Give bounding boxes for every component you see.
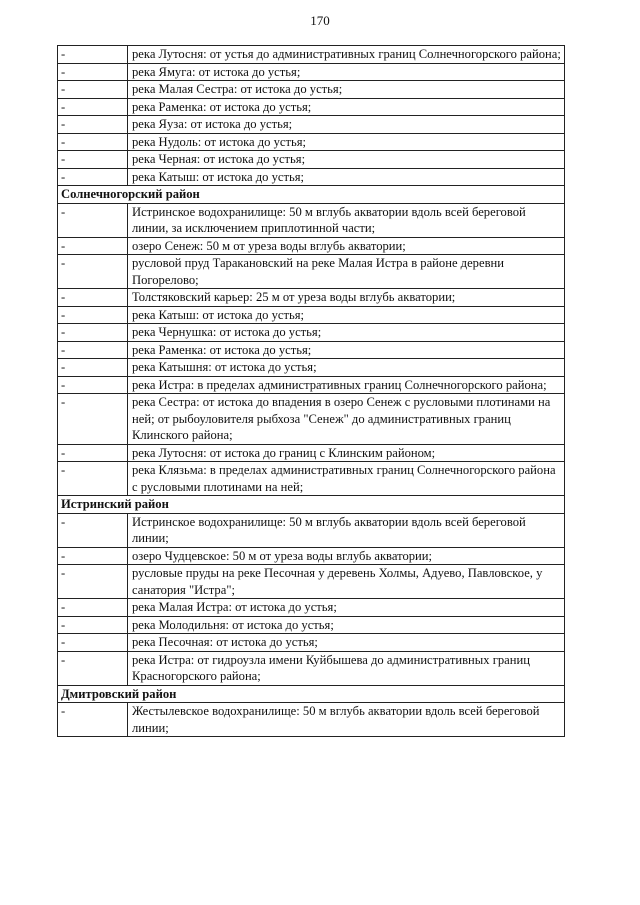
section-title: Солнечногорский район xyxy=(58,186,565,204)
row-marker: - xyxy=(58,376,128,394)
row-description: озеро Чудцевское: 50 м от уреза воды вглубь акватории; xyxy=(128,547,565,565)
row-description: река Катыш: от истока до устья; xyxy=(128,168,565,186)
row-marker: - xyxy=(58,444,128,462)
row-marker: - xyxy=(58,116,128,134)
row-marker: - xyxy=(58,81,128,99)
row-marker: - xyxy=(58,306,128,324)
page-number: 170 xyxy=(310,13,330,28)
row-marker: - xyxy=(58,703,128,737)
row-description: река Раменка: от истока до устья; xyxy=(128,98,565,116)
table-row xyxy=(58,237,565,255)
row-marker: - xyxy=(58,133,128,151)
table-row xyxy=(58,46,565,64)
row-description: река Песочная: от истока до устья; xyxy=(128,634,565,652)
row-description: река Малая Сестра: от истока до устья; xyxy=(128,81,565,99)
table-row xyxy=(58,444,565,462)
row-marker: - xyxy=(58,616,128,634)
row-description: река Лутосня: от истока до границ с Клинским районом; xyxy=(128,444,565,462)
row-marker: - xyxy=(58,394,128,445)
row-description: река Лутосня: от устья до административных границ Солнечногорского района; xyxy=(128,46,565,64)
table-row xyxy=(58,63,565,81)
row-description: река Малая Истра: от истока до устья; xyxy=(128,599,565,617)
table-row xyxy=(58,394,565,445)
table-row xyxy=(58,324,565,342)
row-marker: - xyxy=(58,289,128,307)
row-description: река Яуза: от истока до устья; xyxy=(128,116,565,134)
table-row xyxy=(58,98,565,116)
table-row xyxy=(58,565,565,599)
row-marker: - xyxy=(58,98,128,116)
table-row xyxy=(58,116,565,134)
table-row xyxy=(58,341,565,359)
row-description: река Катыш: от истока до устья; xyxy=(128,306,565,324)
table-row xyxy=(58,547,565,565)
table-body xyxy=(58,46,565,737)
table-row xyxy=(58,133,565,151)
row-description: река Сестра: от истока до впадения в озеро Сенеж с русловыми плотинами на ней; от рыбоуловителя рыбхоза "Сенеж" до административных границ Клинского района; xyxy=(128,394,565,445)
row-marker: - xyxy=(58,547,128,565)
row-marker: - xyxy=(58,255,128,289)
row-description: река Катышня: от истока до устья; xyxy=(128,359,565,377)
section-header-row xyxy=(58,186,565,204)
row-marker: - xyxy=(58,599,128,617)
row-marker: - xyxy=(58,203,128,237)
table-row xyxy=(58,168,565,186)
section-header-row xyxy=(58,496,565,514)
table-row xyxy=(58,599,565,617)
row-description: река Чернушка: от истока до устья; xyxy=(128,324,565,342)
row-marker: - xyxy=(58,513,128,547)
row-marker: - xyxy=(58,634,128,652)
row-description: русловой пруд Таракановский на реке Малая Истра в районе деревни Погорелово; xyxy=(128,255,565,289)
table-row xyxy=(58,616,565,634)
row-marker: - xyxy=(58,359,128,377)
row-marker: - xyxy=(58,651,128,685)
table-row xyxy=(58,255,565,289)
table-row xyxy=(58,359,565,377)
row-marker: - xyxy=(58,63,128,81)
section-title: Истринский район xyxy=(58,496,565,514)
row-description: Истринское водохранилище: 50 м вглубь акватории вдоль всей береговой линии, за исключением приплотинной части; xyxy=(128,203,565,237)
row-marker: - xyxy=(58,462,128,496)
table-row xyxy=(58,306,565,324)
row-description: река Черная: от истока до устья; xyxy=(128,151,565,169)
section-title: Дмитровский район xyxy=(58,685,565,703)
row-description: русловые пруды на реке Песочная у деревень Холмы, Адуево, Павловское, у санатория "Истра"; xyxy=(128,565,565,599)
row-description: река Нудоль: от истока до устья; xyxy=(128,133,565,151)
table-row xyxy=(58,634,565,652)
row-description: река Истра: в пределах административных границ Солнечногорского района; xyxy=(128,376,565,394)
row-marker: - xyxy=(58,341,128,359)
table-row xyxy=(58,376,565,394)
table-row xyxy=(58,513,565,547)
table-row xyxy=(58,203,565,237)
row-marker: - xyxy=(58,46,128,64)
row-description: озеро Сенеж: 50 м от уреза воды вглубь акватории; xyxy=(128,237,565,255)
row-description: Толстяковский карьер: 25 м от уреза воды вглубь акватории; xyxy=(128,289,565,307)
table-row xyxy=(58,151,565,169)
row-marker: - xyxy=(58,151,128,169)
section-header-row xyxy=(58,685,565,703)
row-description: река Ямуга: от истока до устья; xyxy=(128,63,565,81)
table-row xyxy=(58,81,565,99)
row-description: Жестылевское водохранилище: 50 м вглубь акватории вдоль всей береговой линии; xyxy=(128,703,565,737)
row-description: Истринское водохранилище: 50 м вглубь акватории вдоль всей береговой линии; xyxy=(128,513,565,547)
row-marker: - xyxy=(58,237,128,255)
table-row xyxy=(58,703,565,737)
row-description: река Клязьма: в пределах административных границ Солнечногорского района с русловыми плотинами на ней; xyxy=(128,462,565,496)
table-row xyxy=(58,651,565,685)
row-marker: - xyxy=(58,565,128,599)
table-row xyxy=(58,462,565,496)
water-bodies-table xyxy=(57,45,565,737)
row-marker: - xyxy=(58,168,128,186)
row-description: река Молодильня: от истока до устья; xyxy=(128,616,565,634)
row-marker: - xyxy=(58,324,128,342)
table-row xyxy=(58,289,565,307)
row-description: река Раменка: от истока до устья; xyxy=(128,341,565,359)
row-description: река Истра: от гидроузла имени Куйбышева до административных границ Красногорского района; xyxy=(128,651,565,685)
